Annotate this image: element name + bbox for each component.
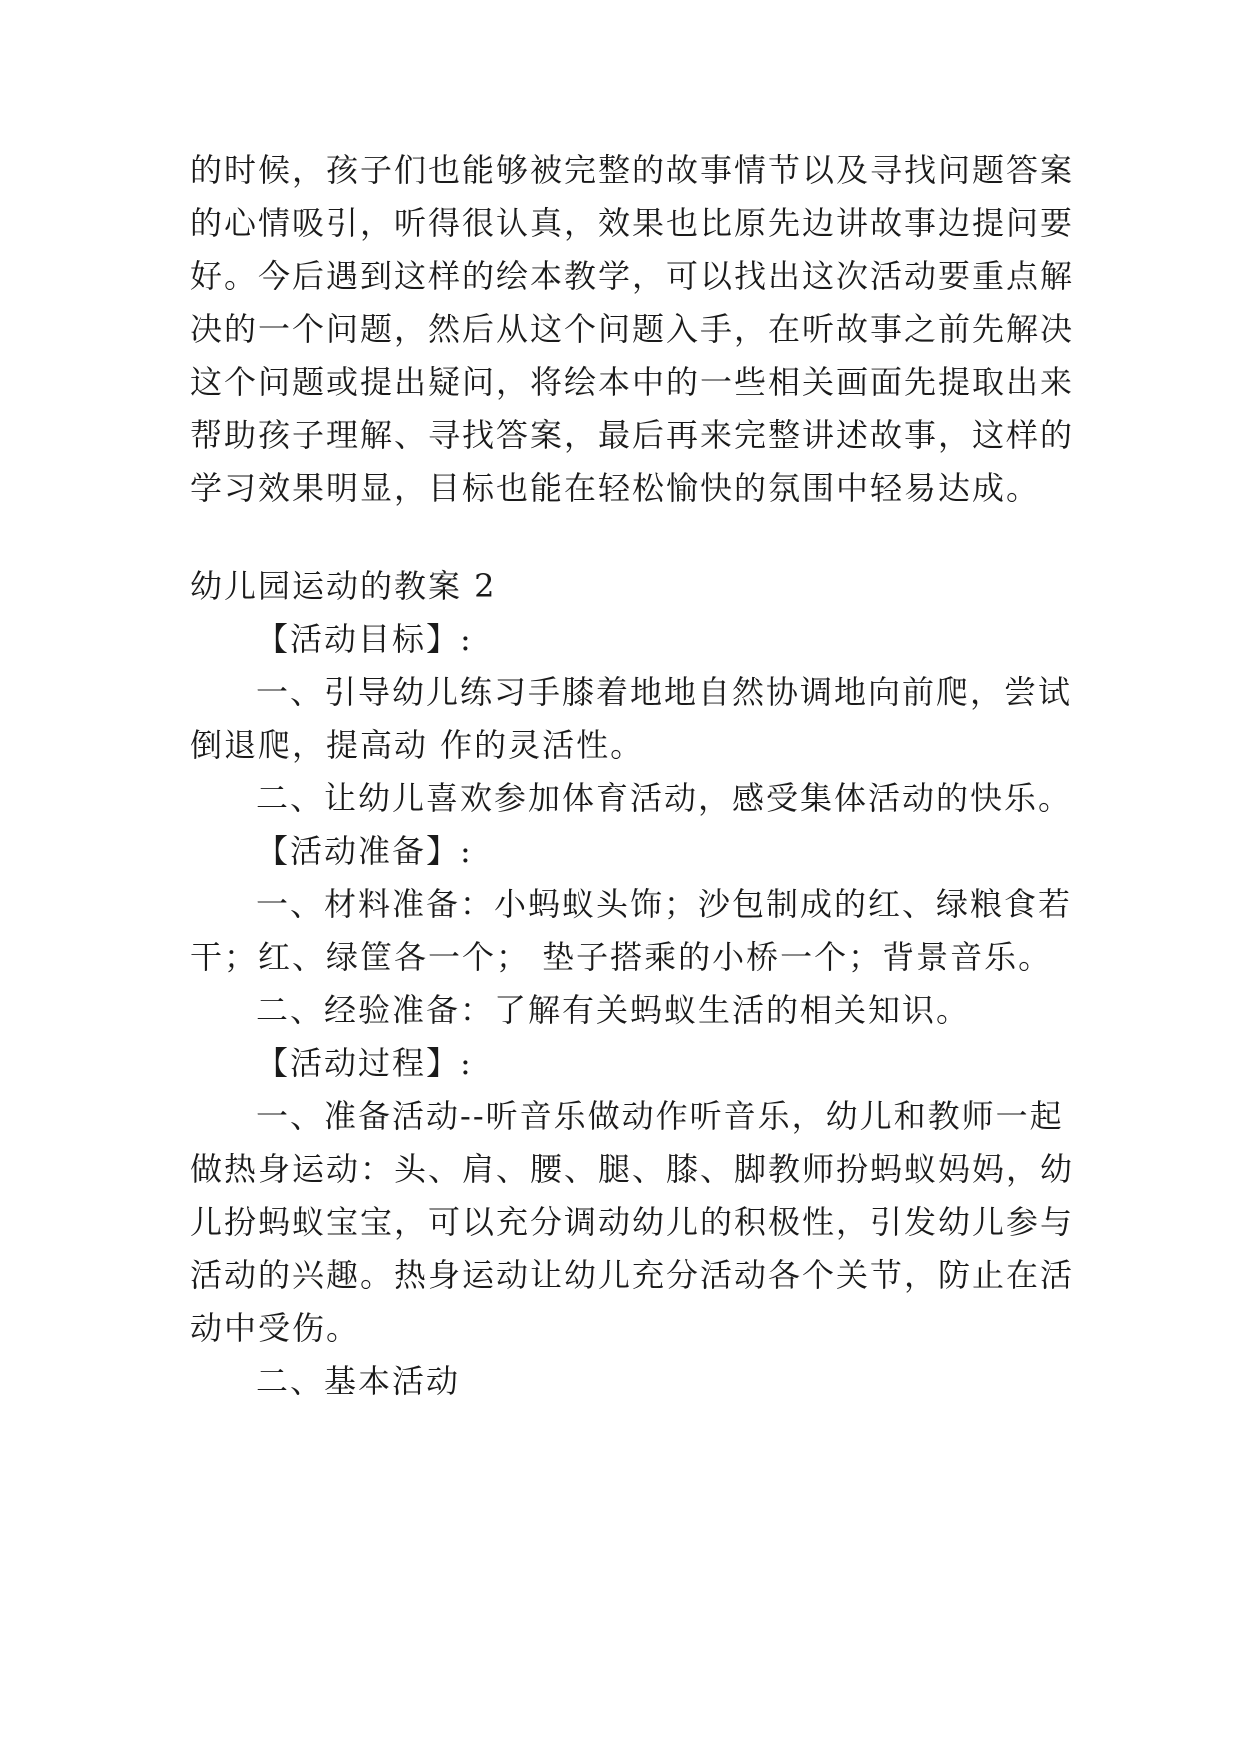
- process-1-line: 一、准备活动--听音乐做动作听音乐，幼儿和教师一起: [256, 1097, 1064, 1135]
- process-2: 二、基本活动: [256, 1362, 461, 1400]
- goal-2: 二、让幼儿喜欢参加体育活动，感受集体活动的快乐。: [256, 779, 1073, 817]
- prep-heading: 【活动准备】:: [256, 832, 473, 870]
- process-1-line: 做热身运动：头、肩、腰、腿、膝、脚教师扮蚂蚁妈妈，幼: [190, 1150, 1075, 1188]
- paragraph-line: 的时候，孩子们也能够被完整的故事情节以及寻找问题答案: [190, 151, 1075, 189]
- process-1-line: 动中受伤。: [190, 1309, 361, 1347]
- goal-1-line: 一、引导幼儿练习手膝着地地自然协调地向前爬，尝试: [256, 673, 1073, 711]
- process-heading: 【活动过程】:: [256, 1044, 473, 1082]
- prep-1-line: 干；红、绿筐各一个； 垫子搭乘的小桥一个；背景音乐。: [190, 938, 1053, 976]
- process-1-line: 儿扮蚂蚁宝宝，可以充分调动幼儿的积极性，引发幼儿参与: [190, 1203, 1075, 1241]
- goal-1-line: 倒退爬，提高动 作的灵活性。: [190, 726, 645, 764]
- goals-heading: 【活动目标】:: [256, 620, 473, 658]
- prep-1-line: 一、材料准备：小蚂蚁头饰；沙包制成的红、绿粮食若: [256, 885, 1073, 923]
- process-1-line: 活动的兴趣。热身运动让幼儿充分活动各个关节，防止在活: [190, 1256, 1075, 1294]
- section-title: 幼儿园运动的教案 2: [190, 567, 497, 605]
- paragraph-line: 好。今后遇到这样的绘本教学，可以找出这次活动要重点解: [190, 257, 1075, 295]
- paragraph-line: 帮助孩子理解、寻找答案，最后再来完整讲述故事，这样的: [190, 416, 1075, 454]
- paragraph-line: 的心情吸引，听得很认真，效果也比原先边讲故事边提问要: [190, 204, 1075, 242]
- paragraph-line: 学习效果明显，目标也能在轻松愉快的氛围中轻易达成。: [190, 469, 1041, 507]
- paragraph-line: 决的一个问题，然后从这个问题入手，在听故事之前先解决: [190, 310, 1075, 348]
- prep-2: 二、经验准备：了解有关蚂蚁生活的相关知识。: [256, 991, 971, 1029]
- paragraph-line: 这个问题或提出疑问，将绘本中的一些相关画面先提取出来: [190, 363, 1075, 401]
